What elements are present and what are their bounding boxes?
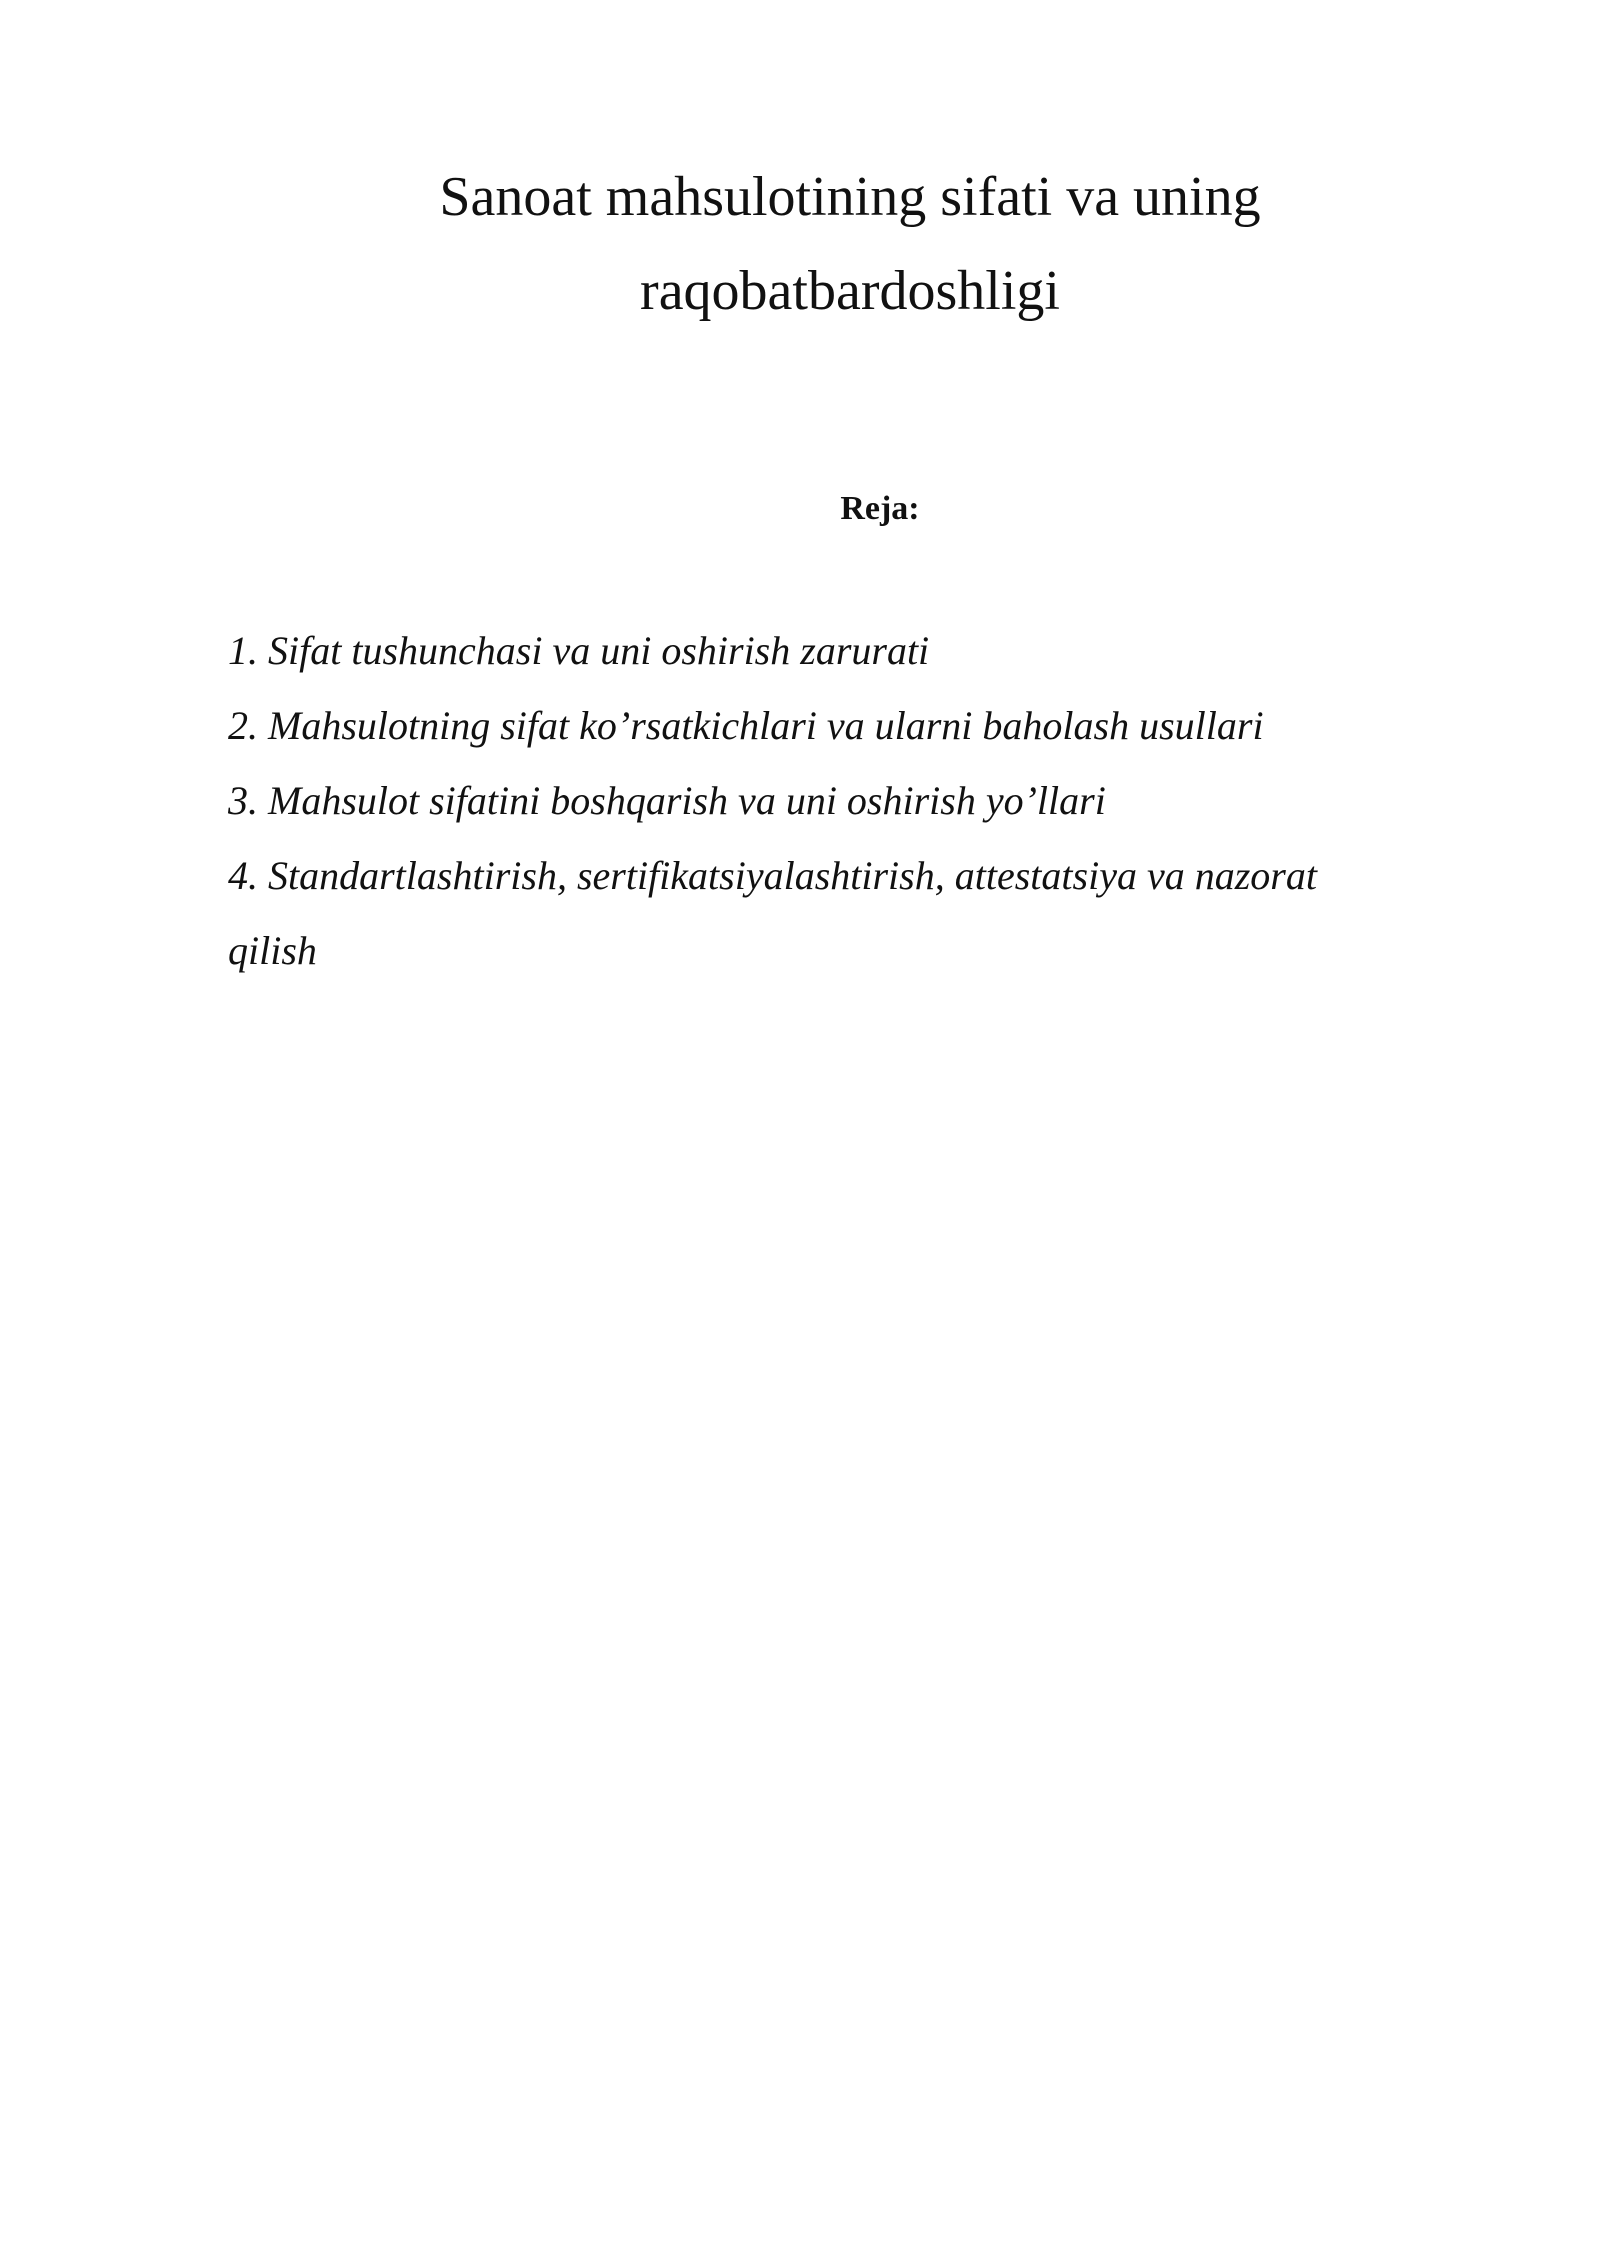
plan-item-4 [228, 838, 1428, 988]
document-title-line-2: raqobatbardoshligi [640, 260, 1060, 322]
plan-heading: Reja: [840, 490, 920, 527]
document-title-line-1: Sanoat mahsulotining sifati va uning [439, 166, 1261, 228]
plan-item-2: 2. Mahsulotning sifat ko’rsatkichlari va ularni baholash usullari [228, 703, 1264, 748]
document-title [380, 150, 1320, 338]
plan-item-1: 1. Sifat tushunchasi va uni oshirish zarurati [228, 628, 930, 673]
plan-item-4-line-2: qilish [228, 928, 317, 973]
plan-list [228, 613, 1428, 988]
plan-item-4-line-1: 4. Standartlashtirish, sertifikatsiyalashtirish, attestatsiya va nazorat [228, 853, 1317, 898]
plan-item-3: 3. Mahsulot sifatini boshqarish va uni oshirish yo’llari [228, 778, 1106, 823]
